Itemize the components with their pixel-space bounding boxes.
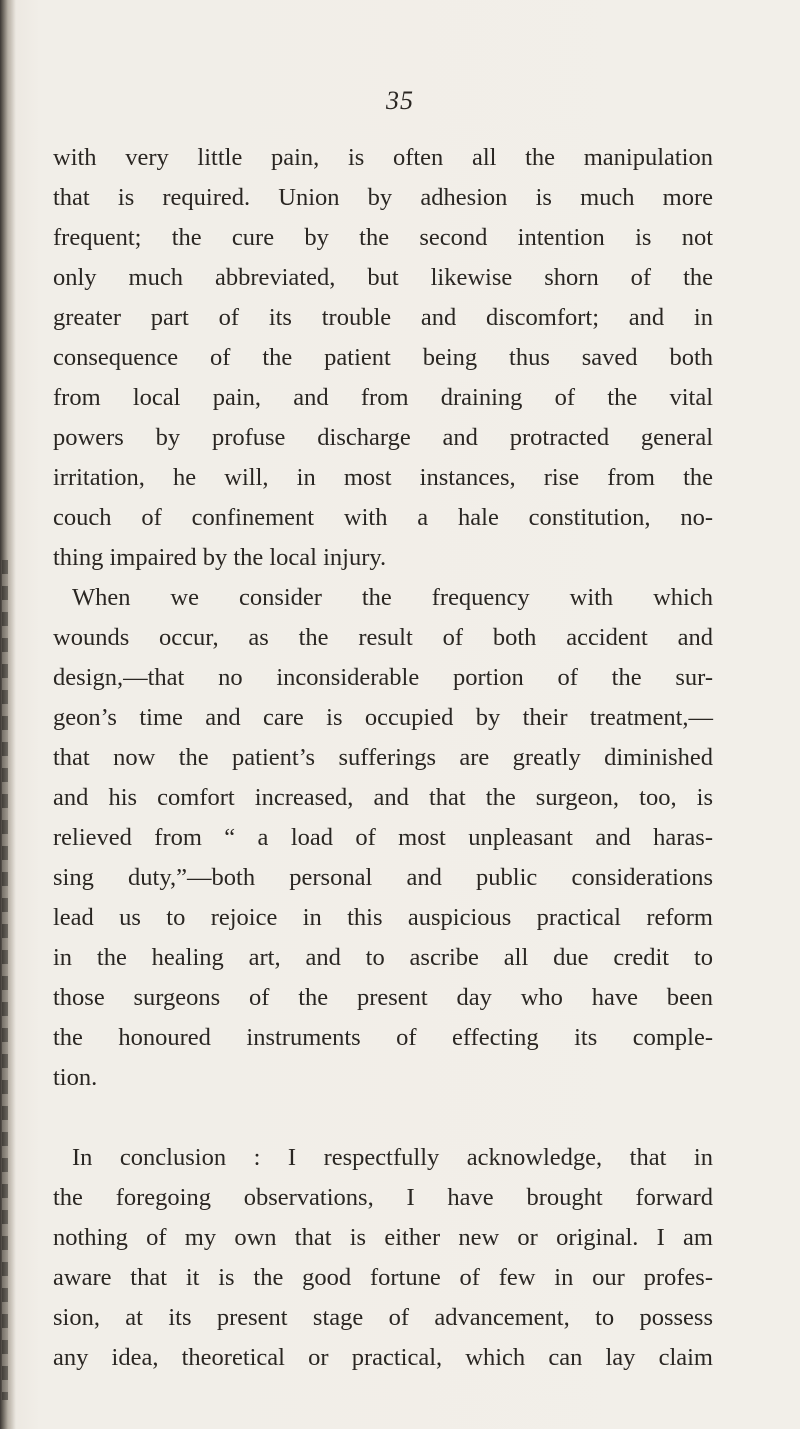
text-line: any idea, theoretical or practical, which can lay claim: [53, 1344, 713, 1371]
text-line: When we consider the frequency with which: [72, 584, 713, 611]
text-line: design,—that no inconsiderable portion of the sur-: [53, 664, 713, 691]
text-line: consequence of the patient being thus saved both: [53, 344, 713, 371]
text-line: geon’s time and care is occupied by their treatment,—: [53, 704, 713, 731]
text-line: those surgeons of the present day who have been: [53, 984, 713, 1011]
text-line: In conclusion : I respectfully acknowledge, that in: [72, 1144, 713, 1171]
text-line: powers by profuse discharge and protracted general: [53, 424, 713, 451]
body-text: [53, 138, 713, 1378]
text-line: from local pain, and from draining of the vital: [53, 384, 713, 411]
text-line: with very little pain, is often all the manipulation: [53, 144, 713, 171]
text-line: thing impaired by the local injury.: [53, 544, 387, 571]
text-line: irritation, he will, in most instances, rise from the: [53, 464, 713, 491]
paragraph-3: [53, 1138, 713, 1378]
paragraph-1: [53, 138, 713, 578]
text-line: the honoured instruments of effecting its comple-: [53, 1024, 713, 1051]
binding-marks: [2, 560, 8, 1400]
page-number: 35: [386, 86, 414, 115]
text-line: wounds occur, as the result of both accident and: [53, 624, 713, 651]
text-line: the foregoing observations, I have brought forward: [53, 1184, 713, 1211]
text-line: sing duty,”—both personal and public considerations: [53, 864, 713, 891]
text-line: only much abbreviated, but likewise shorn of the: [53, 264, 713, 291]
text-line: that is required. Union by adhesion is much more: [53, 184, 713, 211]
text-line: tion.: [53, 1064, 98, 1091]
section-break: [53, 1098, 713, 1138]
paragraph-2: [53, 578, 713, 1098]
text-line: that now the patient’s sufferings are greatly diminished: [53, 744, 713, 771]
text-line: aware that it is the good fortune of few in our profes-: [53, 1264, 713, 1291]
text-line: nothing of my own that is either new or original. I am: [53, 1224, 713, 1251]
text-line: greater part of its trouble and discomfort; and in: [53, 304, 713, 331]
text-line: relieved from “ a load of most unpleasant and haras-: [53, 824, 713, 851]
text-line: lead us to rejoice in this auspicious practical reform: [53, 904, 713, 931]
text-line: frequent; the cure by the second intention is not: [53, 224, 713, 251]
text-line: sion, at its present stage of advancement, to possess: [53, 1304, 713, 1331]
text-line: couch of confinement with a hale constitution, no-: [53, 504, 713, 531]
text-line: in the healing art, and to ascribe all due credit to: [53, 944, 713, 971]
text-line: and his comfort increased, and that the surgeon, too, is: [53, 784, 713, 811]
